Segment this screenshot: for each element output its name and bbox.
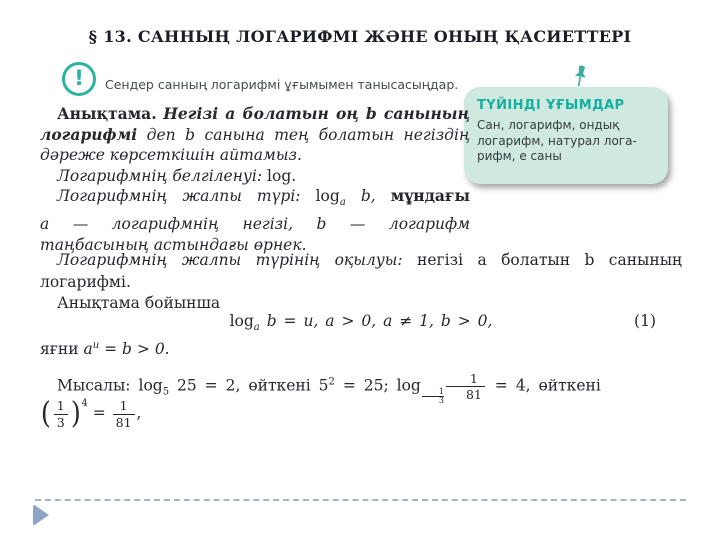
equation-number: (1) [634,312,656,330]
reading-line: Логарифмнің жалпы түрінің оқылуы: негізі а болатын b санының [57,251,682,269]
by-definition-line: Анықтама бойынша [57,294,221,312]
log-symbol: log [396,376,421,395]
notation-line: Логарифмнің белгіленуі: log. [57,166,297,185]
intro-text: Сендер санның логарифмі ұғымымен танысасыңдар. [105,77,459,92]
key-concepts-box [464,87,668,184]
example-line-2: ( $\frac{1}{3}$ )$^4$ = $\frac{1}{81}$ , [40,396,142,432]
formula-1: $\log_a b = u$, a > 0, a ≠ 1, b > 0, (1) [229,312,656,333]
general-form-line: таңбасының астындағы өрнек. [40,235,307,254]
right-paren: ) [70,396,81,432]
log-symbol: log [229,312,254,330]
definition-term: Анықтама. [57,104,157,123]
definition-line: дәреже көрсеткішін айтамыз. [40,146,302,165]
page-title: § 13. САННЫҢ ЛОГАРИФМІ ЖӘНЕ ОНЫҢ ҚАСИЕТТЕРІ [88,27,632,46]
general-form-line: а — логарифмнің негізі, b — логарифм [40,214,470,233]
dashed-divider [35,499,686,501]
fraction: $\frac{1}{3}$ [54,399,68,428]
exclamation-glyph: ! [74,66,84,90]
fraction: $\frac{1}{81}$ [446,372,485,401]
general-form-line: Логарифмнің жалпы түрі: $\log_a b$, мұндағы [57,186,470,209]
key-concepts-line: логарифм, натурал лога- [477,133,637,148]
key-concepts-line: Сан, логарифм, ондық [477,118,620,132]
log-symbol: log [138,376,163,395]
fraction: $\frac{1}{81}$ [113,399,135,428]
example-label: Мысалы: [57,376,131,395]
definition-line: логарифмі деп b санына тең болатын негіздің [40,124,470,144]
key-concepts-heading: ТҮЙІНДІ ҰҒЫМДАР [477,98,625,113]
triangle-right-icon [33,504,49,526]
definition-line: Анықтама. Негізі а болатын оң b санының [57,104,470,123]
left-paren: ( [40,396,51,432]
log-base-fraction: $\frac{1}{3}$ [422,388,444,405]
key-concepts-line: рифм, е саны [477,149,562,163]
reading-line: логарифмі. [40,272,131,291]
consequence-line: яғни $a^u = b > 0$. [40,340,170,358]
exclamation-circle-icon [62,62,96,96]
definition-paragraph [40,104,470,255]
example-line-1: Мысалы: $\log_5 25 = 2$, өйткені $5^2 = 25$; log $\frac{1}{3}$ $\frac{1}{81}$ = 4, өйткені [57,371,601,405]
reading-paragraph [40,250,682,315]
